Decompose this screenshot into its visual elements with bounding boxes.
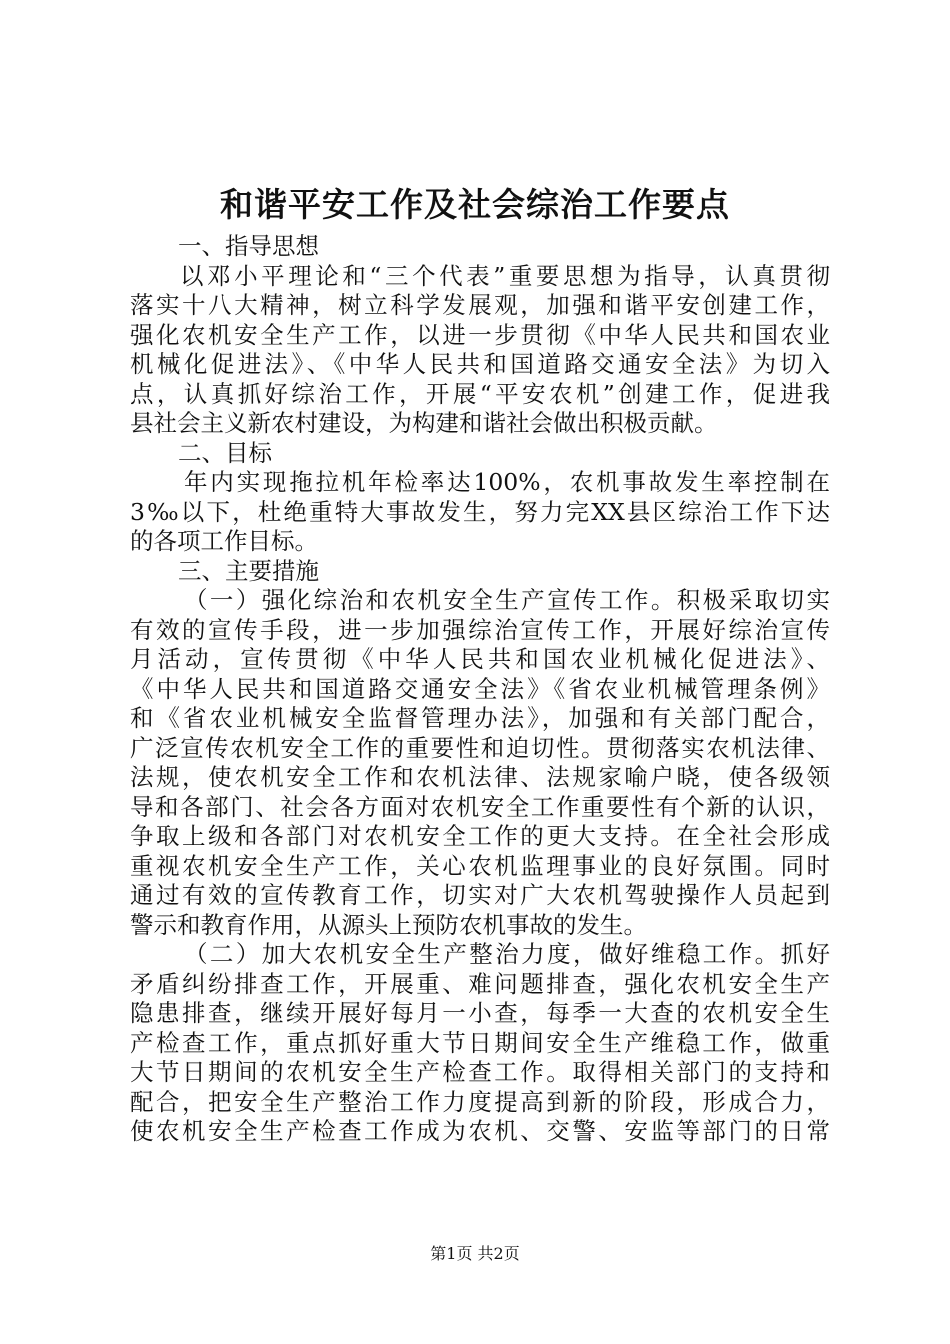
paragraph-line: （二）加大农机安全生产整治力度，做好维稳工作。抓好 [184,940,830,968]
paragraph-line: 落实十八大精神，树立科学发展观，加强和谐平安创建工作， [130,291,830,319]
paragraph-line: （一）强化综治和农机安全生产宣传工作。积极采取切实 [184,586,830,614]
paragraph-line: 配合，把安全生产整治工作力度提高到新的阶段，形成合力， [130,1087,830,1116]
paragraph-line: 《中华人民共和国道路交通安全法》《省农业机械管理条例》 [130,674,830,703]
paragraph-line: 的各项工作目标。 [130,527,318,555]
paragraph-line: 和《省农业机械安全监督管理办法》，加强和有关部门配合， [130,704,830,732]
paragraph-line: 县社会主义新农村建设，为构建和谐社会做出积极贡献。 [130,409,718,437]
paragraph-line: 通过有效的宣传教育工作，切实对广大农机驾驶操作人员起到 [130,881,830,909]
section-heading-guiding-thought: 一、指导思想 [178,232,319,260]
paragraph-line: 隐患排查，继续开展好每月一小查，每季一大查的农机安全生 [130,999,830,1027]
paragraph-line: 导和各部门、社会各方面对农机安全工作重要性有个新的认识， [130,792,830,821]
paragraph-line: 广泛宣传农机安全工作的重要性和迫切性。贯彻落实农机法律、 [130,733,830,762]
document-title: 和谐平安工作及社会综治工作要点 [220,185,730,224]
paragraph-line: 有效的宣传手段，进一步加强综治宣传工作，开展好综治宣传 [130,615,830,644]
paragraph-line: 使农机安全生产检查工作成为农机、交警、安监等部门的日常 [130,1117,830,1145]
paragraph-line: 警示和教育作用，从源头上预防农机事故的发生。 [130,910,647,939]
paragraph-line: 年内实现拖拉机年检率达100%，农机事故发生率控制在 [184,468,830,496]
section-heading-goals: 二、目标 [178,438,272,467]
paragraph-line: 月活动，宣传贯彻《中华人民共和国农业机械化促进法》、 [130,645,830,673]
paragraph-line: 以邓小平理论和“三个代表”重要思想为指导，认真贯彻 [180,261,830,290]
paragraph-line: 大节日期间的农机安全生产检查工作。取得相关部门的支持和 [130,1058,830,1086]
paragraph-line: 强化农机安全生产工作，以进一步贯彻《中华人民共和国农业 [130,320,830,349]
paragraph-line: 重视农机安全生产工作，关心农机监理事业的良好氛围。同时 [130,851,830,880]
page-footer: 第1页 共2页 [430,1244,520,1263]
paragraph-line: 争取上级和各部门对农机安全工作的更大支持。在全社会形成 [130,822,830,850]
paragraph-line: 3‰以下，杜绝重特大事故发生，努力完XX县区综治工作下达 [130,497,830,526]
paragraph-line: 法规，使农机安全工作和农机法律、法规家喻户晓，使各级领 [130,763,830,791]
paragraph-line: 矛盾纠纷排查工作，开展重、难问题排查，强化农机安全生产 [130,969,830,998]
section-heading-main-measures: 三、主要措施 [178,556,319,585]
document-body [130,232,830,1147]
paragraph-line: 产检查工作，重点抓好重大节日期间安全生产维稳工作，做重 [130,1028,830,1057]
paragraph-line: 机械化促进法》、《中华人民共和国道路交通安全法》为切入 [130,350,830,378]
paragraph-line: 点，认真抓好综治工作，开展“平安农机”创建工作，促进我 [130,379,830,408]
